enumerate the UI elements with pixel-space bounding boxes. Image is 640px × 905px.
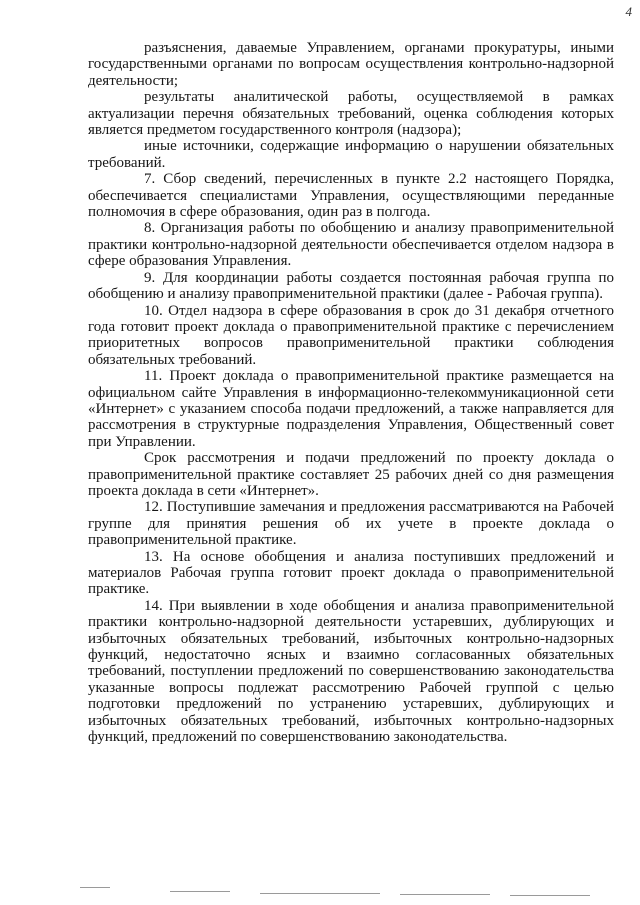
scan-artifact-line [60, 885, 620, 899]
paragraph-item-9: 9. Для координации работы создается постоянная рабочая группа по обобщению и анализу правоприменительной практики (далее - Рабочая группа). [88, 269, 614, 303]
paragraph-item-7: 7. Сбор сведений, перечисленных в пункте 2.2 настоящего Порядка, обеспечивается специалистами Управления, осуществляющими переданные полномочия в сфере образования, один раз в полгода. [88, 171, 614, 221]
paragraph-item-14: 14. При выявлении в ходе обобщения и анализа правоприменительной практики контрольно-надзорной деятельности устаревших, дублирующих и избыточных обязательных требований, избыточных контрольно-надзорных функций, недостаточно ясных и взаимно согласованных обязательных требований, поступлении предложений по совершенствованию законодательства указанные вопросы подлежат рассмотрению Рабочей группой с целью подготовки предложений по устранению устаревших, дублирующих и избыточных обязательных требований, избыточных контрольно-надзорных функций, предложений по совершенствованию законодательства. [88, 597, 614, 746]
paragraph-review-period: Срок рассмотрения и подачи предложений по проекту доклада о правоприменительной практике составляет 25 рабочих дней со дня размещения проекта доклада в сети «Интернет». [88, 450, 614, 499]
paragraph-item-12: 12. Поступившие замечания и предложения рассматриваются на Рабочей группе для принятия решения об их учете в проекте доклада о правоприменительной практике. [88, 499, 614, 549]
page-number: 4 [625, 4, 632, 19]
paragraph-item-11: 11. Проект доклада о правоприменительной практике размещается на официальном сайте Управления в информационно-телекоммуникационной сети «Интернет» с указанием способа подачи предложений, а также направляется для рассмотрения в структурные подразделения Управления, Общественный совет при Управлении. [88, 368, 614, 450]
paragraph-analysis-results: результаты аналитической работы, осуществляемой в рамках актуализации перечня обязательных требований, оценка соблюдения которых является предметом государственного контроля (надзора); [88, 89, 614, 139]
paragraph-item-13: 13. На основе обобщения и анализа поступивших предложений и материалов Рабочая группа готовит проект доклада о правоприменительной практике. [88, 548, 614, 598]
paragraph-other-sources: иные источники, содержащие информацию о нарушении обязательных требований. [88, 138, 614, 171]
paragraph-clarifications: разъяснения, даваемые Управлением, органами прокуратуры, иными государственными органами по вопросам осуществления контрольно-надзорной деятельности; [88, 40, 614, 89]
document-body [88, 40, 614, 745]
paragraph-item-8: 8. Организация работы по обобщению и анализу правоприменительной практики контрольно-надзорной деятельности обеспечивается отделом надзора в сфере образования Управления. [88, 220, 614, 270]
paragraph-item-10: 10. Отдел надзора в сфере образования в срок до 31 декабря отчетного года готовит проект доклада о правоприменительной практике с перечислением приоритетных вопросов правоприменительной практики соблюдения обязательных требований. [88, 302, 614, 368]
